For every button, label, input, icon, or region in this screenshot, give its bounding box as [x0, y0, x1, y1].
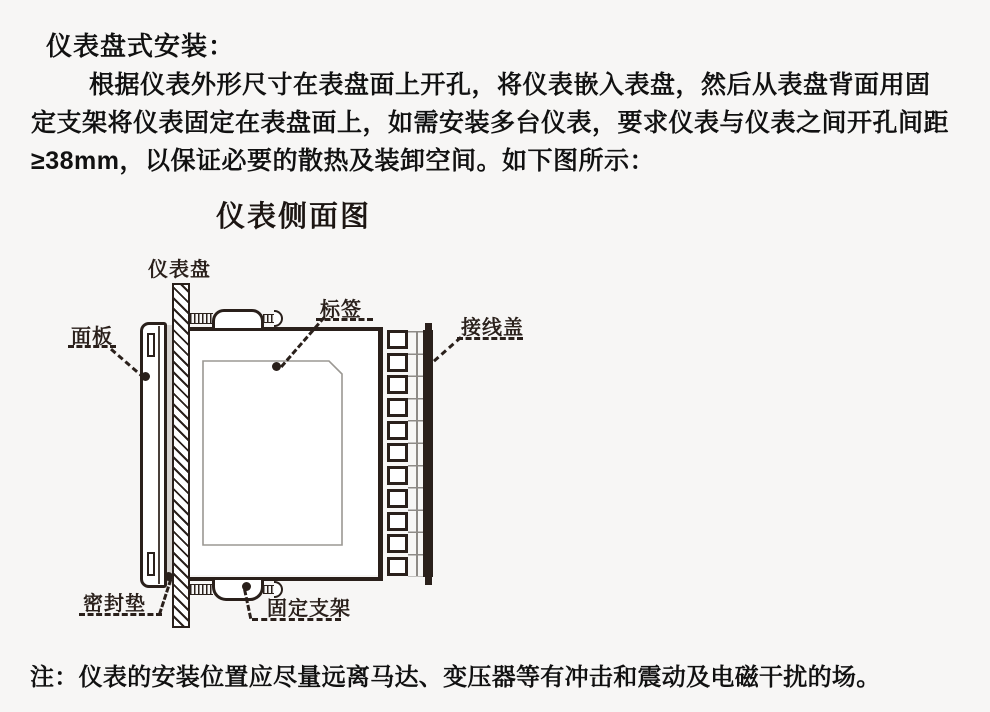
- terminal-cover-tab-bottom: [425, 576, 432, 585]
- intro-line: 定支架将仪表固定在表盘面上，如需安装多台仪表，要求仪表与仪表之间开孔间距: [31, 109, 950, 137]
- underline-front-panel: [68, 345, 116, 348]
- leader-dot: [272, 362, 281, 371]
- intro-line: 根据仪表外形尺寸在表盘面上开孔，将仪表嵌入表盘，然后从表盘背面用固: [89, 71, 931, 99]
- leader-dot: [141, 372, 150, 381]
- instrument-body-rear-edge: [378, 327, 383, 581]
- bezel-latch-slot: [147, 333, 155, 357]
- terminal-cell: [387, 557, 408, 576]
- terminal-cell: [387, 330, 408, 349]
- terminal-cell: [387, 421, 408, 440]
- underline-terminal-cover: [457, 337, 523, 340]
- installation-note: 注：仪表的安装位置应尽量远离马达、变压器等有冲击和震动及电磁干扰的场。: [30, 664, 881, 691]
- terminal-cell: [387, 353, 408, 372]
- leader-dot: [242, 582, 251, 591]
- label-fixing-bracket: 固定支架: [267, 598, 351, 620]
- terminal-cover-tab-top: [425, 323, 432, 331]
- terminal-cell: [387, 375, 408, 394]
- terminal-cell: [387, 489, 408, 508]
- screw-thread-icon: [263, 314, 274, 323]
- tag-area-outline: [202, 360, 344, 547]
- terminal-cell: [387, 512, 408, 531]
- front-panel-bezel: [140, 322, 167, 588]
- intro-paragraph: [31, 66, 961, 180]
- screw-thread-icon: [190, 313, 213, 324]
- terminal-cell: [387, 398, 408, 417]
- screw-thread-icon: [190, 584, 213, 595]
- fixing-bracket-bottom: [212, 580, 264, 601]
- terminal-cover-bar: [423, 330, 433, 577]
- label-gasket: 密封垫: [83, 593, 146, 615]
- terminal-block-column: [387, 330, 408, 576]
- fixing-bracket-top: [212, 309, 264, 328]
- label-tag: 标签: [320, 299, 362, 321]
- terminal-cell: [387, 534, 408, 553]
- label-front-panel: 面板: [71, 326, 113, 348]
- bezel-inner-line: [158, 326, 160, 584]
- underline-fixing-bracket: [252, 618, 341, 621]
- leader-dot: [164, 572, 173, 581]
- intro-line: ≥38mm，以保证必要的散热及装卸空间。如下图所示：: [31, 147, 655, 175]
- label-instrument-panel: 仪表盘: [148, 259, 211, 281]
- terminal-rail-line: [416, 331, 418, 576]
- screw-head-icon: [274, 310, 283, 327]
- terminal-cell: [387, 466, 408, 485]
- diagram-title: 仪表侧面图: [216, 199, 372, 233]
- leader-line-terminal-cover: [433, 336, 462, 362]
- terminal-cell: [387, 443, 408, 462]
- label-terminal-cover: 接线盖: [461, 317, 524, 339]
- underline-gasket: [79, 613, 162, 616]
- mounting-panel-hatched: [172, 283, 190, 628]
- page-title: 仪表盘式安装：: [46, 31, 236, 61]
- bezel-latch-slot: [147, 552, 155, 576]
